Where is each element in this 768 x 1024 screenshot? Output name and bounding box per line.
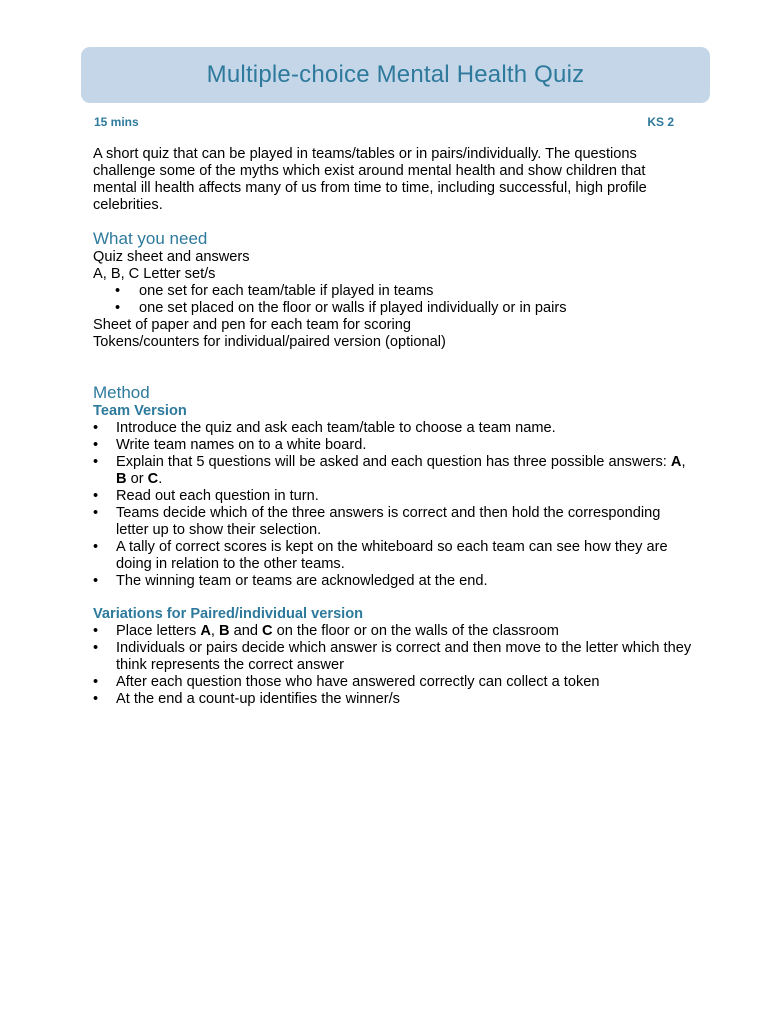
separator: or bbox=[126, 471, 148, 487]
list-item: • Read out each question in turn. bbox=[93, 488, 693, 505]
list-item: • At the end a count-up identifies the winner/s bbox=[93, 691, 693, 708]
list-item: • one set placed on the floor or walls if played individually or in pairs bbox=[93, 300, 693, 317]
need-line-letter-set: A, B, C Letter set/s bbox=[93, 266, 216, 282]
list-item bbox=[93, 623, 693, 640]
list-item-text: Place letters bbox=[116, 623, 201, 639]
separator: and bbox=[229, 623, 263, 639]
team-version-list bbox=[93, 420, 693, 590]
team-version-heading: Team Version bbox=[93, 403, 187, 419]
need-line-quiz-sheet: Quiz sheet and answers bbox=[93, 249, 250, 265]
title-banner bbox=[81, 47, 710, 103]
need-line-tokens: Tokens/counters for individual/paired version (optional) bbox=[93, 334, 446, 350]
intro-paragraph: A short quiz that can be played in teams/tables or in pairs/individually. The questions challenge some of the myths which exist around mental health and show children that mental ill health affects many of us from time to time, including successful, high profile celebrities. bbox=[93, 146, 647, 213]
list-item-text: on the floor or on the walls of the classroom bbox=[272, 623, 559, 639]
separator: , bbox=[681, 454, 686, 470]
method-heading: Method bbox=[93, 383, 150, 402]
what-you-need-heading: What you need bbox=[93, 229, 208, 248]
page-title: Multiple-choice Mental Health Quiz bbox=[206, 61, 585, 88]
list-item-text: Explain that 5 questions will be asked and each question has three possible answers: bbox=[116, 454, 671, 470]
list-item: • The winning team or teams are acknowledged at the end. bbox=[93, 573, 693, 590]
letter-c: C bbox=[262, 623, 273, 639]
variations-heading: Variations for Paired/individual version bbox=[93, 606, 364, 622]
separator: , bbox=[210, 623, 220, 639]
letter-b: B bbox=[219, 623, 230, 639]
letter-a: A bbox=[670, 454, 682, 470]
need-line-paper-pen: Sheet of paper and pen for each team for scoring bbox=[93, 317, 412, 333]
key-stage-label: KS 2 bbox=[647, 115, 674, 129]
letter-a: A bbox=[200, 623, 211, 639]
list-item: • one set for each team/table if played in teams bbox=[93, 283, 693, 300]
list-item: • Introduce the quiz and ask each team/table to choose a team name. bbox=[93, 420, 693, 437]
letter-b: B bbox=[116, 471, 127, 487]
list-item: • Individuals or pairs decide which answer is correct and then move to the letter which they think represents the correct answer bbox=[93, 640, 693, 674]
list-item-text: . bbox=[158, 471, 163, 487]
list-item: • Write team names on to a white board. bbox=[93, 437, 693, 454]
letter-c: C bbox=[147, 471, 159, 487]
list-item: • Teams decide which of the three answers is correct and then hold the corresponding letter up to show their selection. bbox=[93, 505, 693, 539]
document-body bbox=[93, 146, 693, 708]
duration-label: 15 mins bbox=[94, 115, 139, 129]
list-item bbox=[93, 454, 693, 488]
variations-list bbox=[93, 623, 693, 708]
list-item: • A tally of correct scores is kept on the whiteboard so each team can see how they are doing in relation to the other teams. bbox=[93, 539, 693, 573]
letter-set-sublist bbox=[93, 283, 693, 317]
list-item: • After each question those who have answered correctly can collect a token bbox=[93, 674, 693, 691]
